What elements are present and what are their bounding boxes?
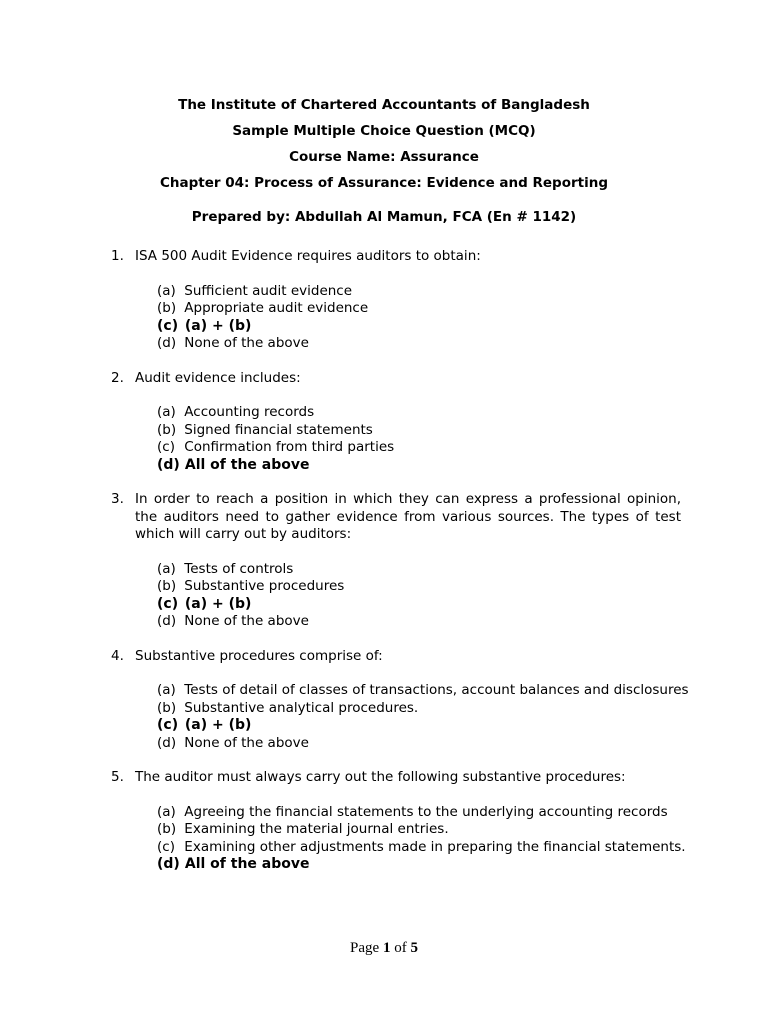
option-text: Accounting records bbox=[184, 404, 315, 420]
question-stem bbox=[111, 648, 681, 666]
option-letter: (d) bbox=[157, 456, 180, 473]
correct-answer-option bbox=[157, 457, 681, 475]
option-text: Tests of controls bbox=[184, 560, 294, 577]
option-letter: (a) bbox=[157, 803, 176, 820]
option-letter: (d) bbox=[157, 335, 177, 351]
chapter-title: Chapter 04: Process of Assurance: Evidence and Reporting bbox=[159, 175, 609, 191]
page-footer bbox=[0, 940, 768, 957]
option-text: Signed financial statements bbox=[184, 421, 373, 438]
option-letter: (a) bbox=[157, 282, 176, 299]
page-current: 1 bbox=[382, 940, 391, 956]
page-total: 5 bbox=[410, 940, 418, 956]
question-item bbox=[111, 769, 686, 874]
correct-answer-option bbox=[157, 717, 681, 735]
option-list bbox=[157, 283, 681, 353]
option-text: None of the above bbox=[184, 613, 309, 629]
answer-option bbox=[157, 735, 681, 753]
option-text: Sufficient audit evidence bbox=[184, 282, 353, 299]
option-letter: (a) bbox=[157, 404, 176, 420]
answer-option bbox=[157, 700, 681, 718]
option-text: None of the above bbox=[184, 335, 309, 351]
option-text: (a) + (b) bbox=[184, 595, 252, 612]
document-header bbox=[0, 92, 768, 230]
question-item bbox=[111, 647, 689, 753]
answer-option bbox=[157, 283, 681, 301]
answer-option bbox=[157, 422, 681, 440]
question-text: ISA 500 Audit Evidence requires auditors to obtain: bbox=[135, 248, 481, 264]
question-number: 4. bbox=[111, 647, 124, 664]
option-text: Substantive analytical procedures. bbox=[184, 699, 419, 716]
answer-option bbox=[157, 838, 686, 857]
option-letter: (b) bbox=[157, 421, 177, 438]
option-letter: (c) bbox=[157, 439, 175, 455]
option-text: Appropriate audit evidence bbox=[184, 300, 369, 316]
option-letter: (b) bbox=[157, 578, 177, 594]
answer-option bbox=[157, 561, 681, 579]
option-text: All of the above bbox=[184, 456, 310, 473]
institute-title: The Institute of Chartered Accountants of Bangladesh bbox=[178, 97, 590, 113]
answer-option bbox=[157, 804, 681, 822]
question-number: 5. bbox=[111, 769, 124, 785]
option-list bbox=[157, 803, 686, 874]
correct-answer-option bbox=[157, 856, 681, 874]
question-number: 2. bbox=[111, 369, 124, 386]
option-text: Examining the material journal entries. bbox=[184, 821, 449, 837]
question-stem bbox=[111, 491, 681, 544]
option-letter: (c) bbox=[157, 317, 179, 334]
answer-option bbox=[157, 682, 689, 700]
option-letter: (d) bbox=[157, 734, 177, 751]
option-list bbox=[157, 404, 681, 474]
prepared-by: Prepared by: Abdullah Al Mamun, FCA (En # 1142) bbox=[191, 209, 577, 225]
option-text: (a) + (b) bbox=[184, 717, 252, 733]
answer-option bbox=[157, 404, 681, 422]
option-text: Substantive procedures bbox=[184, 578, 345, 594]
option-letter: (b) bbox=[157, 699, 177, 716]
question-item bbox=[111, 370, 681, 475]
question-item bbox=[111, 491, 681, 631]
answer-option bbox=[157, 613, 681, 631]
question-list bbox=[111, 248, 689, 891]
question-text: Substantive procedures comprise of: bbox=[135, 647, 383, 664]
question-stem bbox=[111, 248, 681, 266]
question-item bbox=[111, 248, 681, 353]
option-letter: (d) bbox=[157, 613, 177, 629]
option-letter: (c) bbox=[157, 717, 179, 733]
option-text: Confirmation from third parties bbox=[184, 439, 395, 455]
option-letter: (d) bbox=[157, 856, 180, 872]
course-name: Course Name: Assurance bbox=[289, 149, 479, 165]
question-number: 1. bbox=[111, 248, 124, 264]
answer-option bbox=[157, 335, 681, 353]
option-text: Examining other adjustments made in preparing the financial statements. bbox=[184, 838, 686, 855]
question-number: 3. bbox=[111, 491, 124, 507]
option-text: Agreeing the financial statements to the underlying accounting records bbox=[184, 803, 668, 820]
option-list bbox=[157, 561, 681, 631]
option-letter: (a) bbox=[157, 682, 176, 698]
correct-answer-option bbox=[157, 318, 681, 336]
option-text: (a) + (b) bbox=[184, 317, 252, 334]
answer-option bbox=[157, 821, 681, 839]
option-text: None of the above bbox=[184, 734, 309, 751]
option-letter: (a) bbox=[157, 560, 176, 577]
option-list bbox=[157, 682, 689, 752]
option-letter: (c) bbox=[157, 595, 179, 612]
answer-option bbox=[157, 439, 681, 457]
question-text: The auditor must always carry out the following substantive procedures: bbox=[135, 769, 626, 785]
option-text: Tests of detail of classes of transactions, account balances and disclosures bbox=[184, 682, 689, 698]
page-of: of bbox=[394, 940, 407, 956]
option-letter: (b) bbox=[157, 300, 177, 316]
document-type: Sample Multiple Choice Question (MCQ) bbox=[232, 123, 536, 139]
correct-answer-option bbox=[157, 596, 681, 614]
page-label: Page bbox=[350, 940, 380, 956]
option-letter: (b) bbox=[157, 821, 177, 837]
option-text: All of the above bbox=[184, 856, 310, 872]
question-text: Audit evidence includes: bbox=[135, 369, 301, 386]
question-text: In order to reach a position in which they can express a professional opinion, the auditors need to gather evidence from various sources. The types of test which will carry out by auditors: bbox=[135, 491, 681, 542]
answer-option bbox=[157, 300, 681, 318]
option-letter: (c) bbox=[157, 838, 175, 855]
answer-option bbox=[157, 578, 681, 596]
question-stem bbox=[111, 370, 681, 388]
question-stem bbox=[111, 769, 681, 787]
